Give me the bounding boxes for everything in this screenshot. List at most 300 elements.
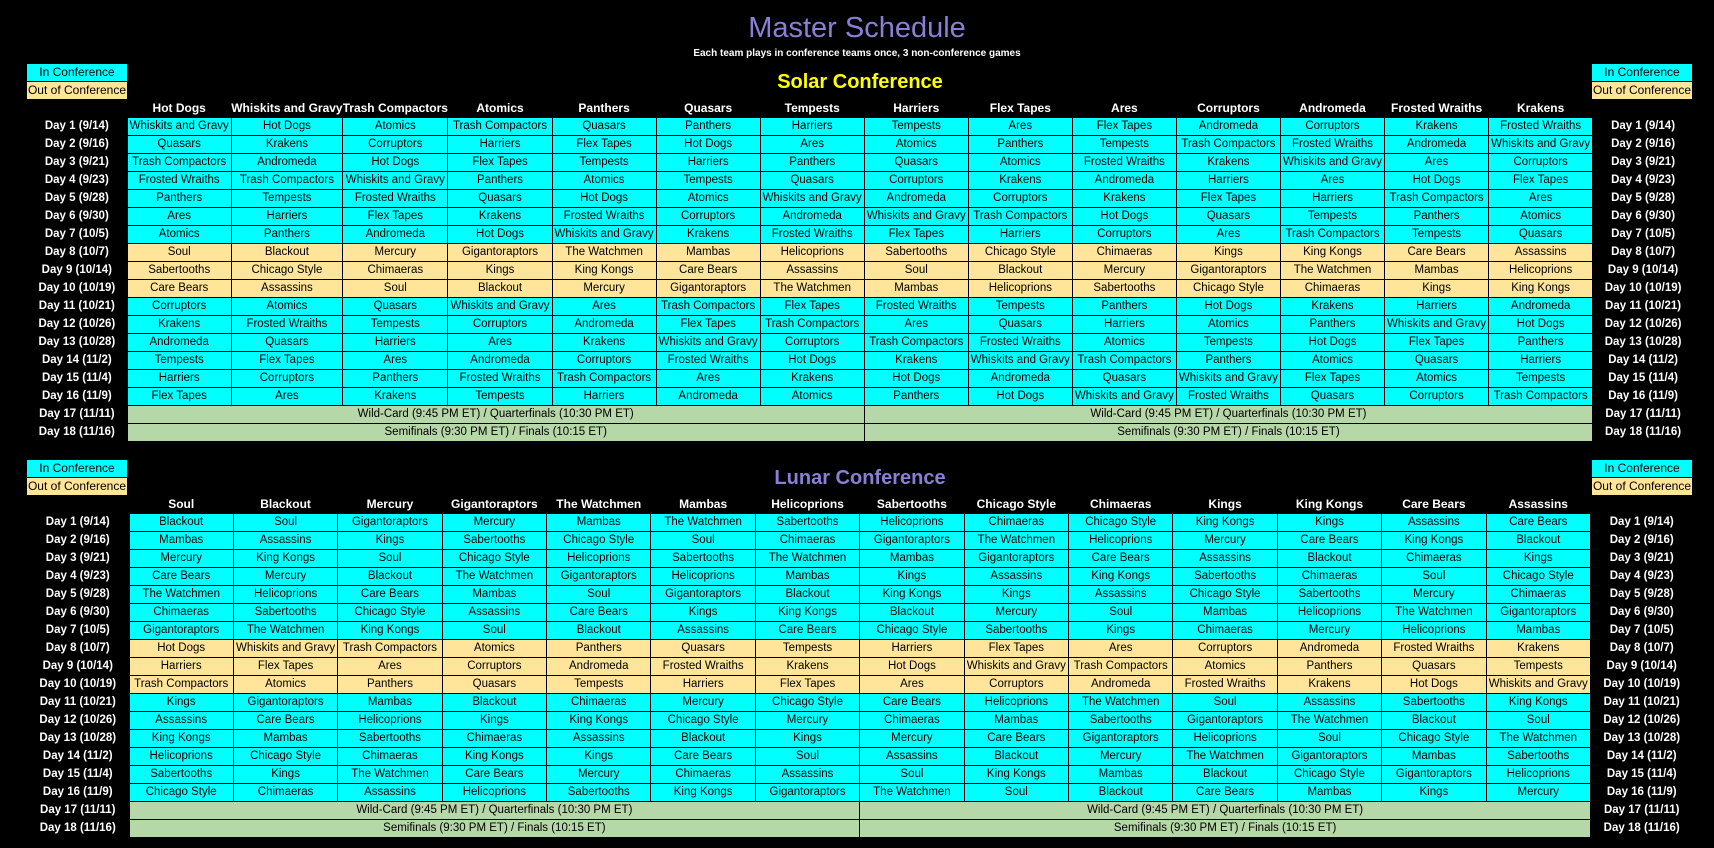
opponent-cell: Care Bears (656, 262, 760, 280)
day-label: Day 7 (10/5) (27, 622, 129, 640)
opponent-cell: Krakens (552, 334, 656, 352)
playoff-cell: Wild-Card (9:45 PM ET) / Quarterfinals (10:30 PM ET) (127, 406, 864, 424)
opponent-cell: Flex Tapes (1385, 334, 1489, 352)
opponent-cell: Soul (233, 514, 337, 532)
opponent-cell: Chicago Style (860, 622, 964, 640)
opponent-cell: Panthers (1072, 298, 1176, 316)
day-label: Day 18 (11/16) (27, 820, 129, 838)
opponent-cell: Soul (343, 280, 448, 298)
opponent-cell: Corruptors (343, 136, 448, 154)
opponent-cell: Corruptors (656, 208, 760, 226)
opponent-cell: Quasars (651, 640, 755, 658)
opponent-cell: Gigantoraptors (1173, 712, 1277, 730)
table-row (27, 226, 1693, 244)
day-label: Day 16 (11/9) (1593, 388, 1693, 406)
opponent-cell: Chicago Style (338, 604, 442, 622)
day-label: Day 17 (11/11) (27, 802, 129, 820)
opponent-cell: Soul (442, 622, 546, 640)
opponent-cell: Gigantoraptors (964, 550, 1068, 568)
opponent-cell: Trash Compactors (968, 208, 1072, 226)
table-row (27, 244, 1693, 262)
opponent-cell: Panthers (547, 640, 651, 658)
opponent-cell: Hot Dogs (656, 136, 760, 154)
opponent-cell: Assassins (547, 730, 651, 748)
opponent-cell: Krakens (231, 136, 342, 154)
opponent-cell: King Kongs (547, 712, 651, 730)
opponent-cell: Corruptors (442, 658, 546, 676)
opponent-cell: Panthers (968, 136, 1072, 154)
opponent-cell: King Kongs (233, 550, 337, 568)
table-row (27, 676, 1692, 694)
opponent-cell: Assassins (1069, 586, 1173, 604)
table-row (27, 118, 1693, 136)
opponent-cell: Care Bears (233, 712, 337, 730)
opponent-cell: Andromeda (760, 208, 864, 226)
opponent-cell: Blackout (1486, 532, 1590, 550)
opponent-cell: Mercury (1486, 784, 1590, 802)
opponent-cell: Atomics (1385, 370, 1489, 388)
opponent-cell: King Kongs (1382, 532, 1486, 550)
table-row (27, 532, 1692, 550)
opponent-cell: Hot Dogs (448, 226, 552, 244)
team-header: Krakens (1489, 100, 1593, 118)
opponent-cell: Chicago Style (755, 694, 859, 712)
opponent-cell: Assassins (442, 604, 546, 622)
day-label: Day 8 (10/7) (27, 640, 129, 658)
opponent-cell: Assassins (860, 748, 964, 766)
opponent-cell: Quasars (343, 298, 448, 316)
opponent-cell: Flex Tapes (1072, 118, 1176, 136)
team-header: Whiskits and Gravy (231, 100, 342, 118)
opponent-cell: Frosted Wraiths (343, 190, 448, 208)
day-label: Day 14 (11/2) (27, 352, 127, 370)
day-label: Day 1 (9/14) (1593, 118, 1693, 136)
legend-out-of-conference: Out of Conference (1592, 478, 1692, 496)
opponent-cell: Assassins (233, 532, 337, 550)
opponent-cell: Whiskits and Gravy (864, 208, 968, 226)
opponent-cell: Gigantoraptors (1486, 604, 1590, 622)
opponent-cell: Tempests (1176, 334, 1280, 352)
opponent-cell: Helicoprions (1173, 730, 1277, 748)
table-row (27, 370, 1693, 388)
opponent-cell: Kings (1385, 280, 1489, 298)
opponent-cell: Soul (755, 748, 859, 766)
opponent-cell: Mercury (964, 604, 1068, 622)
opponent-cell: Whiskits and Gravy (1486, 676, 1590, 694)
table-row (27, 550, 1692, 568)
opponent-cell: Frosted Wraiths (864, 298, 968, 316)
opponent-cell: Frosted Wraiths (651, 658, 755, 676)
opponent-cell: Tempests (231, 190, 342, 208)
opponent-cell: Sabertooths (547, 784, 651, 802)
opponent-cell: Atomics (1489, 208, 1593, 226)
opponent-cell: Panthers (448, 172, 552, 190)
day-label: Day 7 (10/5) (27, 226, 127, 244)
corner-cell (27, 100, 127, 118)
opponent-cell: Gigantoraptors (1382, 766, 1486, 784)
team-header: Soul (129, 496, 233, 514)
legend-out-of-conference: Out of Conference (1592, 82, 1692, 100)
opponent-cell: Flex Tapes (864, 226, 968, 244)
table-row (27, 298, 1693, 316)
opponent-cell: Soul (1173, 694, 1277, 712)
legend-in-conference: In Conference (1592, 460, 1692, 478)
opponent-cell: Ares (860, 676, 964, 694)
opponent-cell: Sabertooths (651, 550, 755, 568)
opponent-cell: Blackout (1069, 784, 1173, 802)
team-header: Mercury (338, 496, 442, 514)
day-label: Day 6 (9/30) (1593, 208, 1693, 226)
opponent-cell: Chicago Style (1486, 568, 1590, 586)
opponent-cell: Mambas (442, 586, 546, 604)
opponent-cell: Harriers (968, 226, 1072, 244)
day-label: Day 5 (9/28) (1593, 190, 1693, 208)
opponent-cell: Panthers (1385, 208, 1489, 226)
day-label: Day 1 (9/14) (27, 118, 127, 136)
team-header: Tempests (760, 100, 864, 118)
corner-cell (1590, 496, 1692, 514)
playoff-cell: Wild-Card (9:45 PM ET) / Quarterfinals (10:30 PM ET) (864, 406, 1592, 424)
opponent-cell: Flex Tapes (343, 208, 448, 226)
opponent-cell: Harriers (1280, 190, 1384, 208)
opponent-cell: Whiskits and Gravy (1280, 154, 1384, 172)
opponent-cell: Quasars (1385, 352, 1489, 370)
opponent-cell: Tempests (1486, 658, 1590, 676)
opponent-cell: Panthers (1489, 334, 1593, 352)
opponent-cell: Helicoprions (760, 244, 864, 262)
opponent-cell: Flex Tapes (1489, 172, 1593, 190)
opponent-cell: Frosted Wraiths (1489, 118, 1593, 136)
opponent-cell: Ares (1385, 154, 1489, 172)
legend-in-conference: In Conference (27, 460, 127, 478)
opponent-cell: Tempests (656, 172, 760, 190)
team-header: Blackout (233, 496, 337, 514)
opponent-cell: Ares (338, 658, 442, 676)
opponent-cell: Ares (1280, 172, 1384, 190)
day-label: Day 10 (10/19) (27, 280, 127, 298)
opponent-cell: Whiskits and Gravy (552, 226, 656, 244)
opponent-cell: Atomics (231, 298, 342, 316)
opponent-cell: Trash Compactors (1176, 136, 1280, 154)
opponent-cell: Care Bears (547, 604, 651, 622)
opponent-cell: Atomics (1176, 316, 1280, 334)
opponent-cell: The Watchmen (233, 622, 337, 640)
opponent-cell: Frosted Wraiths (448, 370, 552, 388)
opponent-cell: Gigantoraptors (448, 244, 552, 262)
corner-cell (27, 496, 129, 514)
table-row (27, 784, 1692, 802)
opponent-cell: Flex Tapes (1176, 190, 1280, 208)
opponent-cell: Frosted Wraiths (1280, 136, 1384, 154)
opponent-cell: Flex Tapes (1280, 370, 1384, 388)
opponent-cell: King Kongs (552, 262, 656, 280)
opponent-cell: Quasars (1489, 226, 1593, 244)
opponent-cell: Soul (1069, 604, 1173, 622)
opponent-cell: Quasars (864, 154, 968, 172)
table-row (27, 334, 1693, 352)
opponent-cell: Harriers (343, 334, 448, 352)
opponent-cell: Chimaeras (129, 604, 233, 622)
team-header: Trash Compactors (343, 100, 448, 118)
opponent-cell: Care Bears (338, 586, 442, 604)
opponent-cell: Harriers (656, 154, 760, 172)
opponent-cell: Sabertooths (1069, 712, 1173, 730)
opponent-cell: Mambas (338, 694, 442, 712)
team-header: Panthers (552, 100, 656, 118)
opponent-cell: Care Bears (129, 568, 233, 586)
opponent-cell: Tempests (1280, 208, 1384, 226)
opponent-cell: Flex Tapes (760, 298, 864, 316)
schedule-table (27, 496, 1692, 838)
opponent-cell: Assassins (1173, 550, 1277, 568)
opponent-cell: Corruptors (127, 298, 231, 316)
opponent-cell: Quasars (1072, 370, 1176, 388)
opponent-cell: Helicoprions (1486, 766, 1590, 784)
opponent-cell: Trash Compactors (1280, 226, 1384, 244)
opponent-cell: Tempests (968, 298, 1072, 316)
opponent-cell: Sabertooths (1382, 694, 1486, 712)
team-header: Sabertooths (860, 496, 964, 514)
opponent-cell: Corruptors (1072, 226, 1176, 244)
opponent-cell: King Kongs (1173, 514, 1277, 532)
opponent-cell: Andromeda (231, 154, 342, 172)
opponent-cell: Hot Dogs (129, 640, 233, 658)
opponent-cell: Sabertooths (1277, 586, 1381, 604)
opponent-cell: Harriers (1489, 352, 1593, 370)
opponent-cell: The Watchmen (1277, 712, 1381, 730)
opponent-cell: Assassins (651, 622, 755, 640)
day-label: Day 5 (9/28) (27, 190, 127, 208)
opponent-cell: Hot Dogs (760, 352, 864, 370)
opponent-cell: Mercury (233, 568, 337, 586)
opponent-cell: Blackout (964, 748, 1068, 766)
day-label: Day 17 (11/11) (27, 406, 127, 424)
opponent-cell: Tempests (1072, 136, 1176, 154)
day-label: Day 11 (10/21) (1593, 298, 1693, 316)
opponent-cell: Helicoprions (1382, 622, 1486, 640)
opponent-cell: Helicoprions (442, 784, 546, 802)
opponent-cell: Trash Compactors (1069, 658, 1173, 676)
table-row (27, 640, 1692, 658)
opponent-cell: Trash Compactors (338, 640, 442, 658)
opponent-cell: Chimaeras (755, 532, 859, 550)
opponent-cell: The Watchmen (760, 280, 864, 298)
opponent-cell: Krakens (1072, 190, 1176, 208)
playoff-cell: Semifinals (9:30 PM ET) / Finals (10:15 ET) (864, 424, 1592, 442)
opponent-cell: Ares (127, 208, 231, 226)
opponent-cell: Trash Compactors (1385, 190, 1489, 208)
opponent-cell: Krakens (1486, 640, 1590, 658)
opponent-cell: Mercury (651, 694, 755, 712)
opponent-cell: Care Bears (860, 694, 964, 712)
day-label: Day 10 (10/19) (1590, 676, 1692, 694)
opponent-cell: Gigantoraptors (860, 532, 964, 550)
opponent-cell: Atomics (233, 676, 337, 694)
opponent-cell: Whiskits and Gravy (343, 172, 448, 190)
opponent-cell: Hot Dogs (1382, 676, 1486, 694)
opponent-cell: Ares (343, 352, 448, 370)
opponent-cell: Hot Dogs (552, 190, 656, 208)
opponent-cell: Assassins (755, 766, 859, 784)
opponent-cell: Ares (968, 118, 1072, 136)
opponent-cell: Sabertooths (1486, 748, 1590, 766)
opponent-cell: King Kongs (964, 766, 1068, 784)
opponent-cell: Corruptors (968, 190, 1072, 208)
opponent-cell: The Watchmen (1069, 694, 1173, 712)
opponent-cell: Care Bears (964, 730, 1068, 748)
opponent-cell: King Kongs (1280, 244, 1384, 262)
day-label: Day 2 (9/16) (27, 532, 129, 550)
opponent-cell: Quasars (1280, 388, 1384, 406)
opponent-cell: Whiskits and Gravy (1072, 388, 1176, 406)
table-row (27, 172, 1693, 190)
opponent-cell: Kings (1069, 622, 1173, 640)
opponent-cell: Trash Compactors (127, 154, 231, 172)
day-label: Day 4 (9/23) (1590, 568, 1692, 586)
opponent-cell: Mambas (1277, 784, 1381, 802)
day-label: Day 12 (10/26) (27, 316, 127, 334)
opponent-cell: Blackout (1173, 766, 1277, 784)
opponent-cell: Andromeda (656, 388, 760, 406)
opponent-cell: Flex Tapes (231, 352, 342, 370)
opponent-cell: Ares (656, 370, 760, 388)
day-label: Day 3 (9/21) (27, 550, 129, 568)
team-header: Chimaeras (1069, 496, 1173, 514)
opponent-cell: The Watchmen (1486, 730, 1590, 748)
day-label: Day 1 (9/14) (1590, 514, 1692, 532)
opponent-cell: Whiskits and Gravy (964, 658, 1068, 676)
opponent-cell: Harriers (448, 136, 552, 154)
opponent-cell: Helicoprions (964, 694, 1068, 712)
opponent-cell: Atomics (552, 172, 656, 190)
team-header: Assassins (1486, 496, 1590, 514)
opponent-cell: Harriers (552, 388, 656, 406)
opponent-cell: Quasars (968, 316, 1072, 334)
opponent-cell: Helicoprions (968, 280, 1072, 298)
opponent-cell: Krakens (760, 370, 864, 388)
opponent-cell: Mercury (1382, 586, 1486, 604)
day-label: Day 6 (9/30) (27, 604, 129, 622)
opponent-cell: King Kongs (1069, 568, 1173, 586)
opponent-cell: Andromeda (1385, 136, 1489, 154)
opponent-cell: Blackout (442, 694, 546, 712)
opponent-cell: Soul (860, 766, 964, 784)
day-label: Day 2 (9/16) (1593, 136, 1693, 154)
opponent-cell: Whiskits and Gravy (233, 640, 337, 658)
opponent-cell: Kings (1176, 244, 1280, 262)
opponent-cell: Atomics (1280, 352, 1384, 370)
opponent-cell: Blackout (129, 514, 233, 532)
opponent-cell: Corruptors (1173, 640, 1277, 658)
opponent-cell: Kings (547, 748, 651, 766)
opponent-cell: Atomics (760, 388, 864, 406)
opponent-cell: Blackout (448, 280, 552, 298)
opponent-cell: Mambas (755, 568, 859, 586)
opponent-cell: Flex Tapes (233, 658, 337, 676)
team-header: Flex Tapes (968, 100, 1072, 118)
opponent-cell: Harriers (651, 676, 755, 694)
opponent-cell: Krakens (1280, 298, 1384, 316)
playoff-cell: Semifinals (9:30 PM ET) / Finals (10:15 ET) (129, 820, 860, 838)
opponent-cell: Chimaeras (1173, 622, 1277, 640)
opponent-cell: Kings (448, 262, 552, 280)
opponent-cell: Blackout (651, 730, 755, 748)
playoff-cell: Wild-Card (9:45 PM ET) / Quarterfinals (10:30 PM ET) (860, 802, 1591, 820)
opponent-cell: Sabertooths (755, 514, 859, 532)
day-label: Day 5 (9/28) (1590, 586, 1692, 604)
opponent-cell: Krakens (1176, 154, 1280, 172)
day-label: Day 4 (9/23) (1593, 172, 1693, 190)
opponent-cell: Hot Dogs (968, 388, 1072, 406)
opponent-cell: Frosted Wraiths (1176, 388, 1280, 406)
opponent-cell: Kings (755, 730, 859, 748)
opponent-cell: Corruptors (760, 334, 864, 352)
opponent-cell: Gigantoraptors (1069, 730, 1173, 748)
opponent-cell: Quasars (552, 118, 656, 136)
opponent-cell: Mercury (1277, 622, 1381, 640)
opponent-cell: Frosted Wraiths (552, 208, 656, 226)
opponent-cell: Blackout (338, 568, 442, 586)
table-row (27, 316, 1693, 334)
opponent-cell: Sabertooths (233, 604, 337, 622)
opponent-cell: Trash Compactors (760, 316, 864, 334)
opponent-cell: Hot Dogs (1176, 298, 1280, 316)
opponent-cell: Care Bears (651, 748, 755, 766)
day-label: Day 15 (11/4) (1590, 766, 1692, 784)
opponent-cell: The Watchmen (338, 766, 442, 784)
day-label: Day 18 (11/16) (1590, 820, 1692, 838)
page-subtitle: Each team plays in conference teams once, 3 non-conference games (693, 48, 1021, 59)
opponent-cell: Chimaeras (1280, 280, 1384, 298)
opponent-cell: Kings (860, 568, 964, 586)
opponent-cell: Gigantoraptors (338, 514, 442, 532)
team-header: Harriers (864, 100, 968, 118)
opponent-cell: Care Bears (127, 280, 231, 298)
opponent-cell: Atomics (442, 640, 546, 658)
opponent-cell: Chimaeras (1486, 586, 1590, 604)
table-row (27, 568, 1692, 586)
day-label: Day 8 (10/7) (1590, 640, 1692, 658)
day-label: Day 2 (9/16) (1590, 532, 1692, 550)
opponent-cell: Soul (127, 244, 231, 262)
table-row (27, 262, 1693, 280)
opponent-cell: Helicoprions (129, 748, 233, 766)
opponent-cell: Ares (1489, 190, 1593, 208)
opponent-cell: Chimaeras (338, 748, 442, 766)
day-label: Day 18 (11/16) (1593, 424, 1693, 442)
opponent-cell: Panthers (1176, 352, 1280, 370)
opponent-cell: Ares (760, 136, 864, 154)
day-label: Day 12 (10/26) (27, 712, 129, 730)
legend-out-of-conference: Out of Conference (27, 478, 127, 496)
opponent-cell: Panthers (231, 226, 342, 244)
opponent-cell: Frosted Wraiths (760, 226, 864, 244)
opponent-cell: Sabertooths (129, 766, 233, 784)
opponent-cell: Trash Compactors (448, 118, 552, 136)
opponent-cell: Mercury (860, 730, 964, 748)
opponent-cell: Tempests (448, 388, 552, 406)
table-row (27, 712, 1692, 730)
opponent-cell: Mambas (864, 280, 968, 298)
opponent-cell: Atomics (343, 118, 448, 136)
opponent-cell: Andromeda (127, 334, 231, 352)
opponent-cell: Corruptors (1280, 118, 1384, 136)
opponent-cell: Ares (864, 316, 968, 334)
opponent-cell: Chicago Style (1382, 730, 1486, 748)
opponent-cell: Corruptors (448, 316, 552, 334)
day-label: Day 4 (9/23) (27, 172, 127, 190)
opponent-cell: The Watchmen (755, 550, 859, 568)
